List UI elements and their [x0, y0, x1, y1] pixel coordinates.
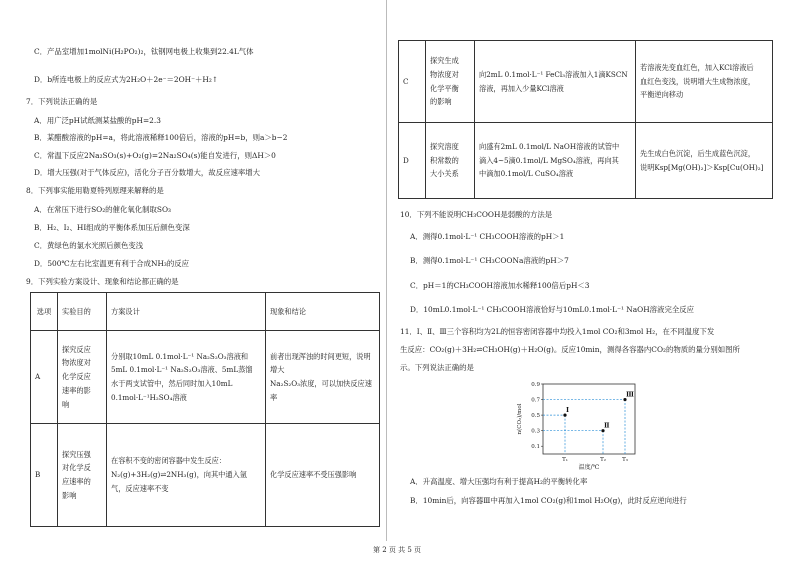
- option-cell: A: [31, 331, 58, 424]
- purpose-cell: 探究生成 物浓度对 化学平衡 的影响: [426, 41, 475, 123]
- q9-table-continued: [398, 40, 773, 199]
- conclusion-cell: 化学反应速率不受压强影响: [266, 424, 380, 527]
- q6-option-d: D．b所连电极上的反应式为2H₂O＋2e⁻＝2OH⁻＋H₂↑: [34, 75, 218, 84]
- q10-option-d: D．10mL0.1mol·L⁻¹ CH₃COOH溶液恰好与10mL0.1mol·L⁻¹ NaOH溶液完全反应: [410, 305, 695, 314]
- x-tick-label: T₃: [622, 457, 628, 463]
- q7-option-a: A．用广泛pH试纸测某盐酸的pH=2.3: [34, 116, 161, 125]
- table-row: [31, 424, 380, 527]
- conclusion-cell: 前者出现浑浊的时间更短，说明增大 Na₂S₂O₃浓度，可以加快反应速率: [266, 331, 380, 424]
- y-tick-label: 0.3: [531, 428, 540, 435]
- table-header: 选项: [31, 293, 58, 331]
- conclusion-cell: 若溶液先变血红色，加入KCl溶液后 血红色变浅，说明增大生成物浓度， 平衡逆向移动: [636, 41, 773, 123]
- q11-stem-1: 11．Ⅰ、Ⅱ、Ⅲ三个容积均为2L的恒容密闭容器中均投入1mol CO₂和3mol H₂，在不同温度下发: [400, 327, 715, 336]
- option-cell: D: [399, 123, 426, 199]
- table-header: 方案设计: [107, 293, 266, 331]
- y-tick-label: 0.1: [531, 444, 540, 451]
- purpose-cell: 探究溶度 积常数的 大小关系: [426, 123, 475, 199]
- q8-option-c: C．黄绿色的氯水光照后颜色变浅: [34, 241, 144, 250]
- table-header: 实验目的: [58, 293, 107, 331]
- y-tick-label: 0.7: [531, 397, 540, 404]
- q10-option-a: A．测得0.1mol·L⁻¹ CH₃COOH溶液的pH＞1: [410, 232, 565, 241]
- q7-option-c: C．常温下反应2Na₂SO₃(s)+O₂(g)=2Na₂SO₄(s)能自发进行，则ΔH＞0: [34, 151, 276, 160]
- purpose-cell: 探究压强 对化学反 应速率的 影响: [58, 424, 107, 527]
- design-cell: 分别取10mL 0.1mol·L⁻¹ Na₂S₂O₃溶液和 5mL 0.1mol·L⁻¹ Na₂S₂O₃溶液、5mL蒸馏 水于两支试管中，然后同时加入10mL 0.1mol·L⁻¹H₂SO₄溶液: [107, 331, 266, 424]
- plot-frame: [543, 384, 635, 454]
- design-cell: 在容积不变的密闭容器中发生反应： N₂(g)+3H₂(g)⇌2NH₃(g)，向其中通入氩 气，反应速率不变: [107, 424, 266, 527]
- q7-option-b: B．某醋酸溶液的pH=a，将此溶液稀释100倍后，溶液的pH=b，则a＞b−2: [34, 133, 288, 142]
- design-cell: 向2mL 0.1mol·L⁻¹ FeCl₃溶液加入1滴KSCN 溶液，再加入少量KCl溶液: [475, 41, 636, 123]
- option-cell: B: [31, 424, 58, 527]
- option-cell: C: [399, 41, 426, 123]
- table-row: [399, 123, 773, 199]
- q10-stem: 10．下列不能说明CH₃COOH是弱酸的方法是: [400, 210, 553, 219]
- q9-stem: 9．下列实验方案设计、现象和结论都正确的是: [26, 277, 179, 286]
- q7-option-d: D．增大压强(对于气体反应)，活化分子百分数增大，故反应速率增大: [34, 168, 261, 177]
- q11-stem-2: 生反应：CO₂(g)＋3H₂⇌CH₃OH(g)＋H₂O(g)。反应10min，测得各容器内CO₂的物质的量分别如图所: [400, 345, 740, 354]
- q9-table: [30, 292, 380, 527]
- point-label: Ⅲ: [626, 390, 634, 399]
- q11-option-a: A．升高温度、增大压强均有利于提高H₂的平衡转化率: [410, 477, 588, 486]
- design-cell: 向盛有2mL 0.1mol/L NaOH溶液的试管中 滴入4~5滴0.1mol/L MgSO₄溶液，再向其 中滴加0.1mol/L CuSO₄溶液: [475, 123, 636, 199]
- table-header: 现象和结论: [266, 293, 380, 331]
- q8-option-a: A．在常压下进行SO₂的催化氧化制取SO₃: [34, 205, 171, 214]
- purpose-cell: 探究反应 物浓度对 化学反应 速率的影 响: [58, 331, 107, 424]
- point-label: Ⅱ: [604, 421, 610, 430]
- column-divider: [386, 0, 387, 541]
- y-axis-label: n(CO₂)/mol: [517, 403, 523, 435]
- table-row: [399, 41, 773, 123]
- q8-stem: 8．下列事实能用勒夏特列原理来解释的是: [26, 186, 164, 195]
- point-label: Ⅰ: [566, 406, 570, 415]
- x-axis-label: 温度/℃: [578, 464, 600, 470]
- q7-stem: 7．下列说法正确的是: [26, 97, 98, 106]
- q10-option-c: C．pH＝1的CH₃COOH溶液加水稀释100倍后pH＜3: [410, 281, 590, 290]
- q11-option-b: B．10min后，向容器Ⅲ中再加入1mol CO₂(g)和1mol H₂O(g)，此时反应逆向进行: [410, 496, 687, 505]
- x-tick-label: T₂: [600, 457, 606, 463]
- q11-stem-3: 示。下列说法正确的是: [400, 363, 474, 372]
- co2-temperature-chart: [513, 378, 643, 470]
- y-tick-label: 0.5: [531, 413, 540, 420]
- x-tick-label: T₁: [562, 457, 568, 463]
- y-tick-label: 0.9: [531, 382, 540, 388]
- q8-option-d: D．500℃左右比室温更有利于合成NH₃的反应: [34, 259, 190, 268]
- table-row: [31, 331, 380, 424]
- q6-option-c: C．产品室增加1molNi(H₂PO₂)₂，钛钢网电极上收集到22.4L气体: [34, 47, 254, 56]
- q8-option-b: B．H₂、I₂、HI组成的平衡体系加压后颜色变深: [34, 223, 190, 232]
- conclusion-cell: 先生成白色沉淀，后生成蓝色沉淀， 说明Ksp[Mg(OH)₂]＞Ksp[Cu(OH)₂]: [636, 123, 773, 199]
- page-footer: 第 2 页 共 5 页: [372, 546, 422, 554]
- q10-option-b: B．测得0.1mol·L⁻¹ CH₃COONa溶液的pH＞7: [410, 256, 569, 265]
